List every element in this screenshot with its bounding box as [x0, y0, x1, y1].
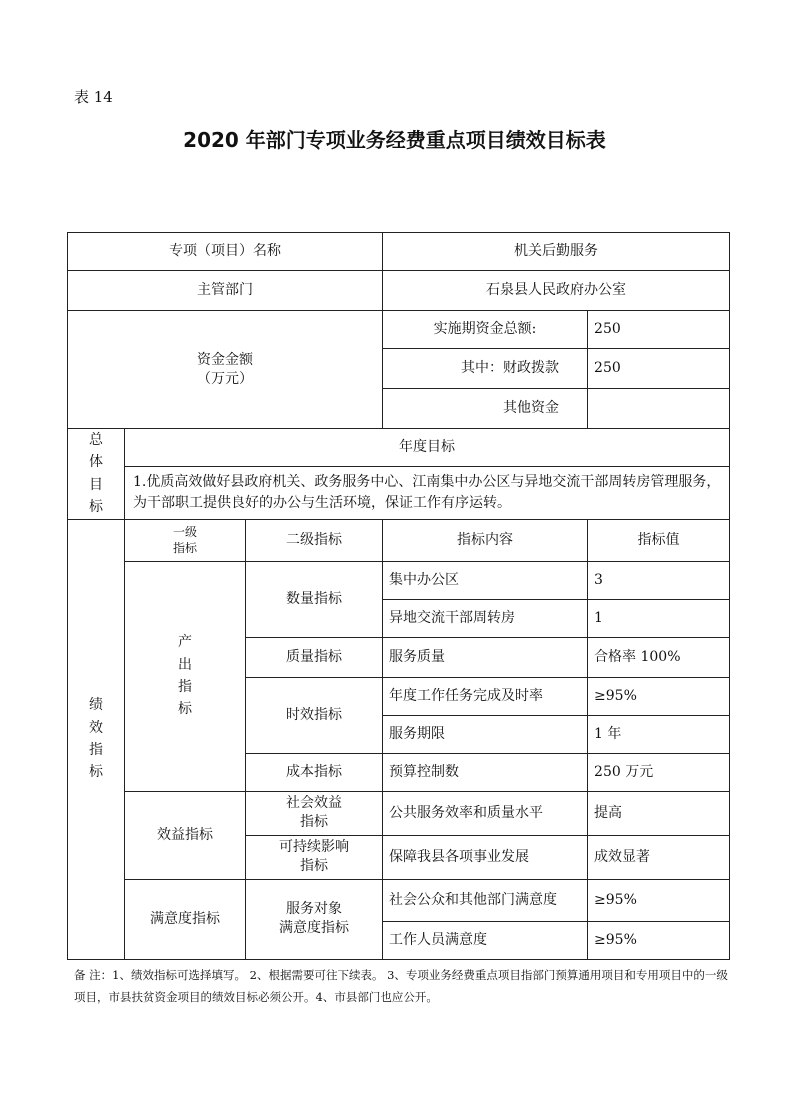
table-row — [68, 466, 730, 519]
performance-table — [67, 232, 730, 960]
footnote: 备 注：1、绩效指标可选择填写。 2、根据需要可往下续表。 3、专项业务经费重点项目指部门预算通用项目和专用项目中的一级项目，市县扶贫资金项目的绩效目标必须公开。4、市县部门也应公开。 — [74, 968, 728, 1004]
quantity-content-2: 异地交流干部周转房 — [383, 599, 588, 637]
header-level2: 二级指标 — [246, 519, 383, 561]
output-indicator-label: 产出指标 — [125, 561, 246, 791]
annual-goal-content: 1.优质高效做好县政府机关、政务服务中心、江南集中办公区与异地交流干部周转房管理服务，为干部职工提供良好的办公与生活环境，保证工作有序运转。 — [125, 466, 730, 519]
header-value: 指标值 — [588, 519, 730, 561]
time-content-1: 年度工作任务完成及时率 — [383, 677, 588, 715]
satisfaction-content-1: 社会公众和其他部门满意度 — [383, 879, 588, 921]
quality-value: 合格率 100% — [588, 637, 730, 677]
header-content: 指标内容 — [383, 519, 588, 561]
fund-total-value: 250 — [588, 311, 730, 349]
time-indicator-label: 时效指标 — [246, 677, 383, 753]
dept-label: 主管部门 — [68, 271, 383, 311]
social-benefit-content: 公共服务效率和质量水平 — [383, 791, 588, 835]
quantity-content-1: 集中办公区 — [383, 561, 588, 599]
table-row — [68, 429, 730, 467]
dept-value: 石泉县人民政府办公室 — [383, 271, 730, 311]
fund-other-value — [588, 389, 730, 429]
fund-fiscal-value: 250 — [588, 349, 730, 389]
fund-label: 资金金额 （万元） — [68, 311, 383, 429]
quantity-value-2: 1 — [588, 599, 730, 637]
social-benefit-label: 社会效益 指标 — [246, 791, 383, 835]
social-benefit-value: 提高 — [588, 791, 730, 835]
satisfaction-value-2: ≥95% — [588, 921, 730, 959]
overall-goal-label: 总体目标 — [68, 429, 125, 520]
table-row — [68, 519, 730, 561]
performance-label: 绩效指标 — [68, 519, 125, 959]
fund-total-label: 实施期资金总额: — [383, 311, 588, 349]
cost-content: 预算控制数 — [383, 753, 588, 791]
project-name-value: 机关后勤服务 — [383, 233, 730, 271]
header-level1: 一级 指标 — [125, 519, 246, 561]
time-content-2: 服务期限 — [383, 715, 588, 753]
table-row — [68, 271, 730, 311]
cost-indicator-label: 成本指标 — [246, 753, 383, 791]
table-row — [68, 561, 730, 599]
table-row — [68, 879, 730, 921]
page-title: 2020 年部门专项业务经费重点项目绩效目标表 — [183, 128, 606, 152]
table-row — [68, 311, 730, 349]
sustainable-value: 成效显著 — [588, 835, 730, 879]
annual-goal-header: 年度目标 — [125, 429, 730, 467]
table-row — [68, 791, 730, 835]
sustainable-content: 保障我县各项事业发展 — [383, 835, 588, 879]
quantity-indicator-label: 数量指标 — [246, 561, 383, 637]
fund-other-label: 其他资金 — [383, 389, 588, 429]
table-number: 表 14 — [74, 88, 113, 106]
cost-value: 250 万元 — [588, 753, 730, 791]
quality-content: 服务质量 — [383, 637, 588, 677]
benefit-indicator-label: 效益指标 — [125, 791, 246, 879]
satisfaction-value-1: ≥95% — [588, 879, 730, 921]
table-row — [68, 233, 730, 271]
project-name-label: 专项（项目）名称 — [68, 233, 383, 271]
satisfaction-content-2: 工作人员满意度 — [383, 921, 588, 959]
sustainable-impact-label: 可持续影响 指标 — [246, 835, 383, 879]
service-satisfaction-label: 服务对象 满意度指标 — [246, 879, 383, 959]
quality-indicator-label: 质量指标 — [246, 637, 383, 677]
fund-fiscal-label: 其中：财政拨款 — [383, 349, 588, 389]
quantity-value-1: 3 — [588, 561, 730, 599]
time-value-2: 1 年 — [588, 715, 730, 753]
satisfaction-indicator-label: 满意度指标 — [125, 879, 246, 959]
time-value-1: ≥95% — [588, 677, 730, 715]
